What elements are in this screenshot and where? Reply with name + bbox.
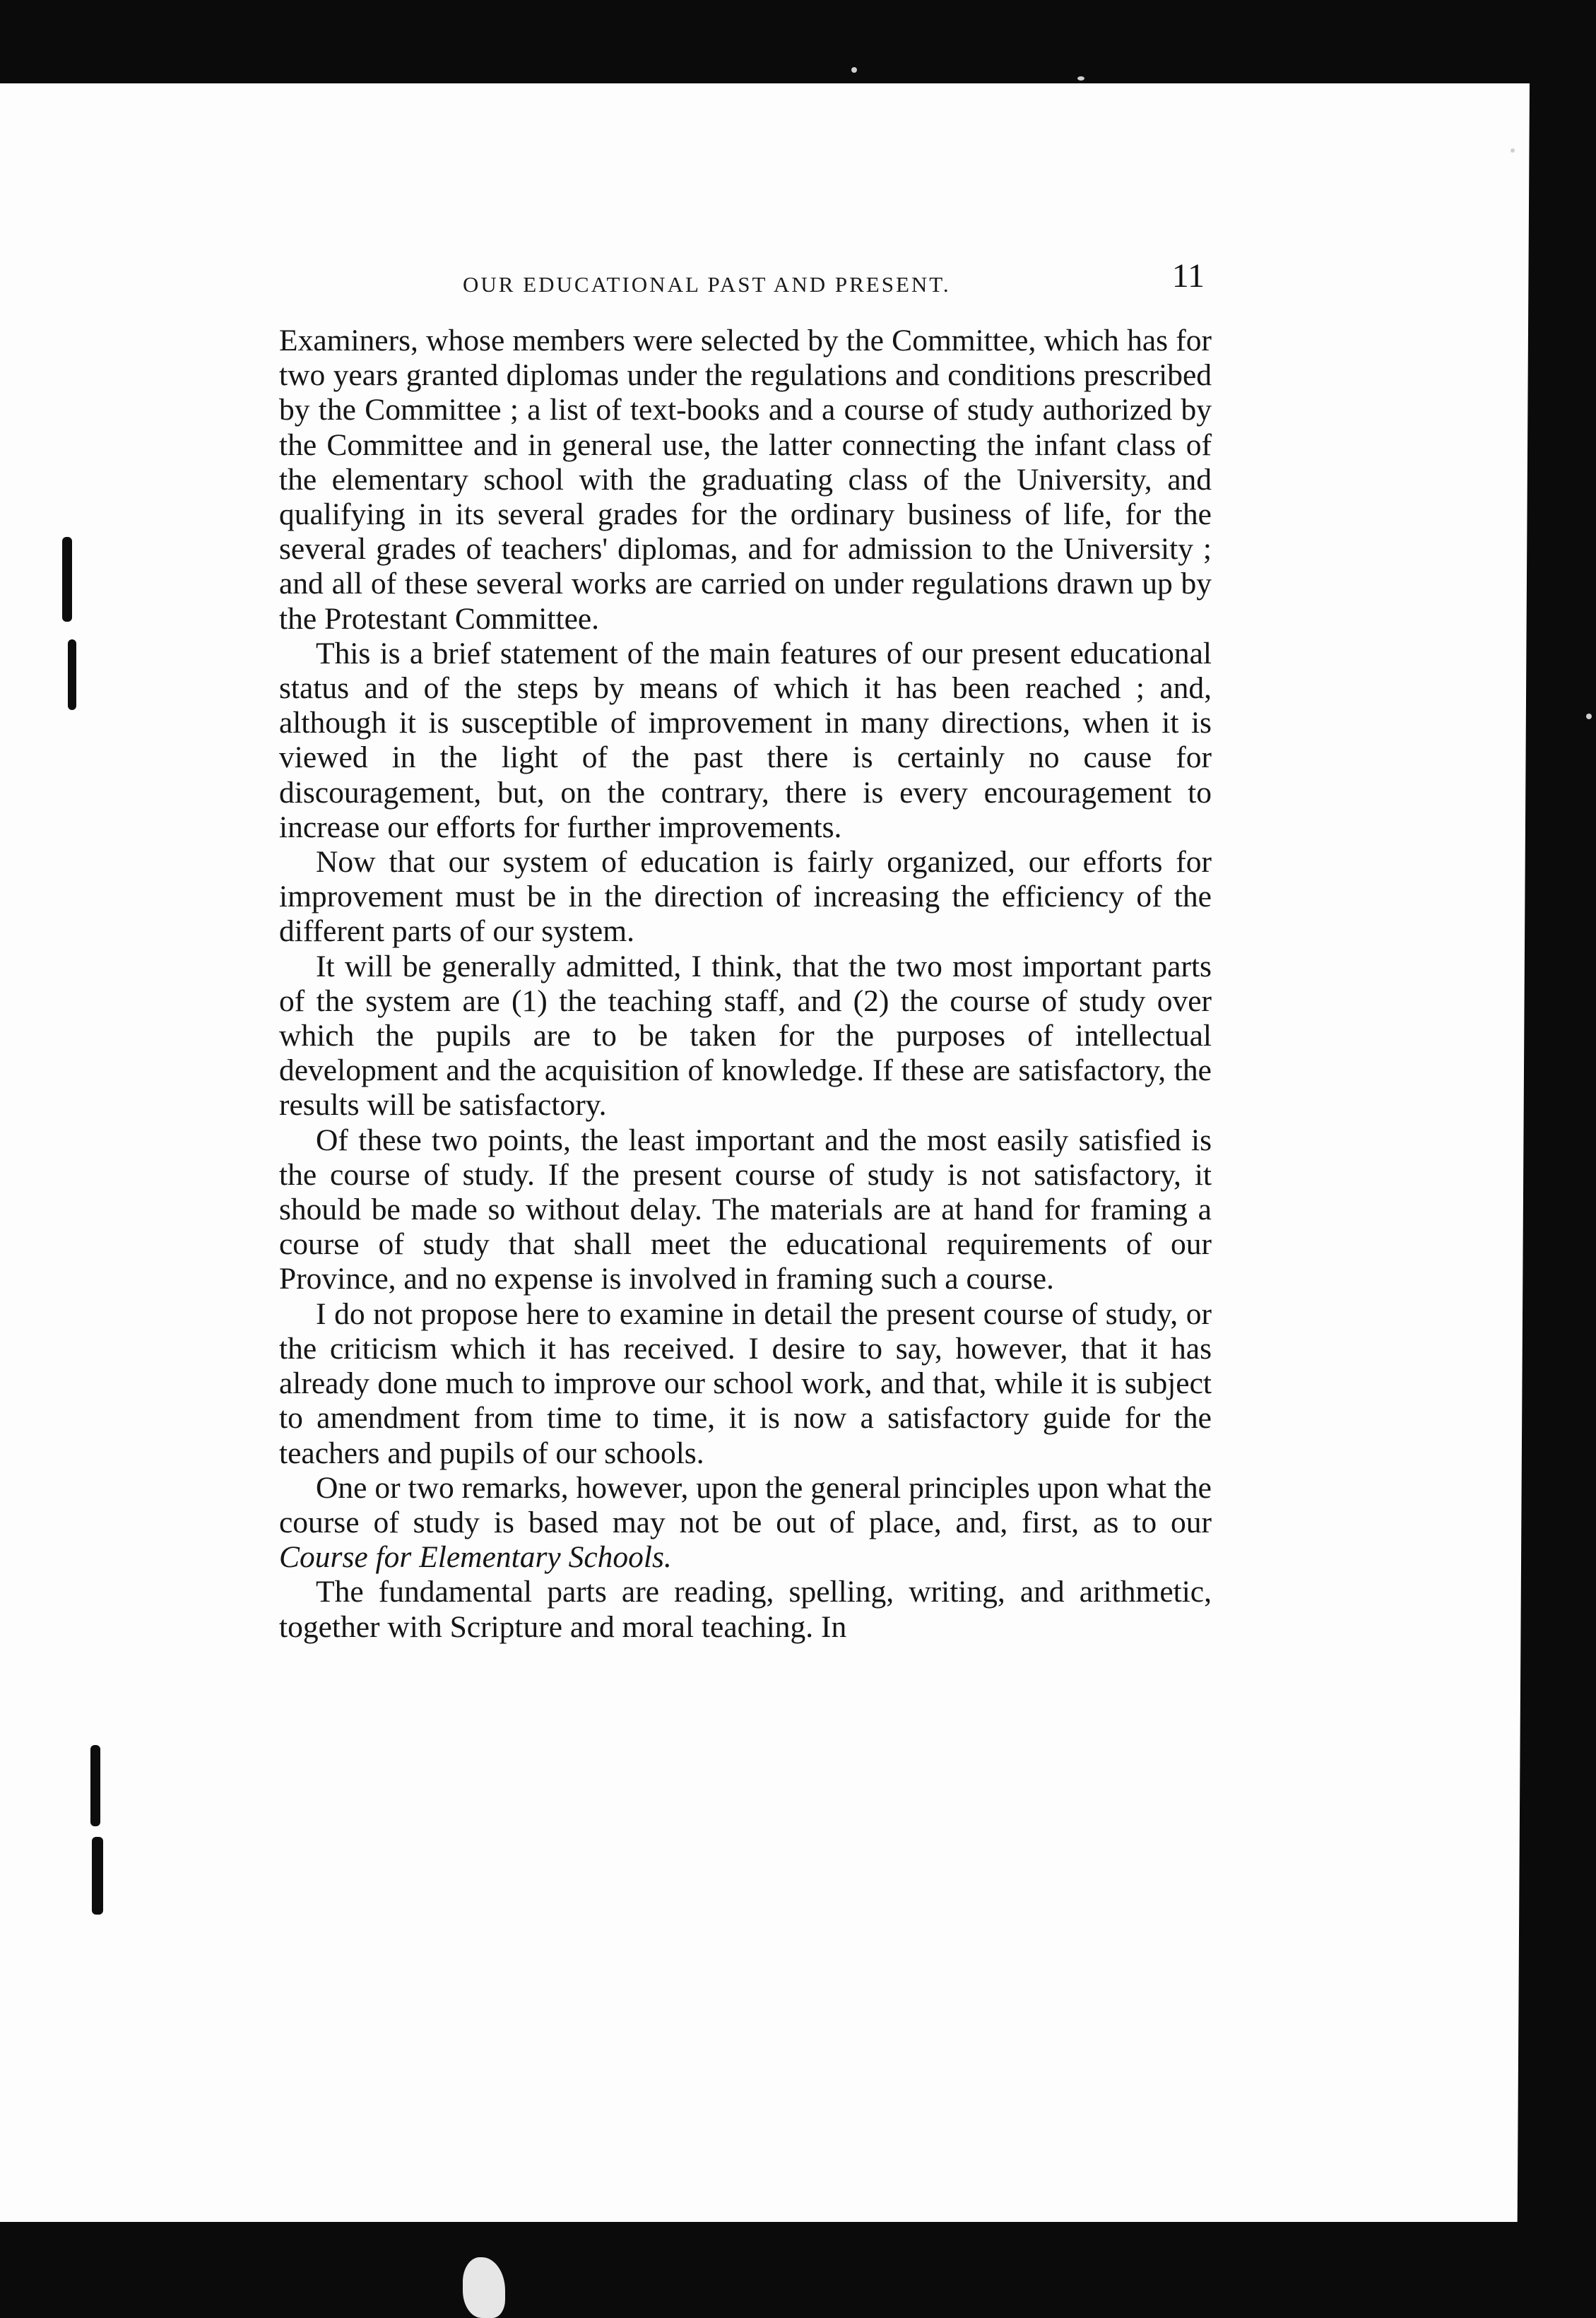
body-text — [279, 324, 1212, 1645]
paragraph: The fundamental parts are reading, spelling, writing, and arithmetic, together with Scripture and moral teaching. In — [279, 1575, 1212, 1644]
page-header — [279, 251, 1205, 300]
paragraph — [279, 1471, 1212, 1575]
binding-mark — [62, 537, 72, 622]
paragraph: Of these two points, the least important and the most easily satisfied is the course of study. If the present course of study is not satisfactory, it should be made so without delay. The materials are at hand for framing a course of study that shall meet the educational requirements of our Province, and no expense is involved in framing such a course. — [279, 1123, 1212, 1296]
dust-blot — [463, 2257, 505, 2318]
paragraph-text: One or two remarks, however, upon the general principles upon what the course of study is based may not be out of place, and, first, as to our — [279, 1470, 1212, 1539]
binding-mark — [90, 1745, 100, 1826]
paragraph: I do not propose here to examine in detail the present course of study, or the criticism which it has received. I desire to say, however, that it has already done much to improve our school work, and that, while it is subject to amendment from time to time, it is now a satisfactory guide for the teachers and pupils of our schools. — [279, 1296, 1212, 1470]
dust-speck — [1586, 714, 1592, 719]
dust-speck — [1511, 148, 1515, 153]
paragraph: Examiners, whose members were selected by the Committee, which has for two years granted diplomas under the regulations and conditions prescribed by the Committee ; a list of text-books and a course of study authorized by the Committee and in general use, the latter connecting the infant class of the elementary school with the graduating class of the University, and qualifying in its several grades for the ordinary business of life, for the several grades of teachers' diplomas, and for admission to the University ; and all of these several works are carried on under regulations drawn up by the Protestant Committee. — [279, 324, 1212, 636]
paragraph: It will be generally admitted, I think, that the two most important parts of the system are (1) the teaching staff, and (2) the course of study over which the pupils are to be taken for the purposes of intellectual development and the acquisition of knowledge. If these are satisfactory, the results will be satisfactory. — [279, 949, 1212, 1123]
running-title: OUR EDUCATIONAL PAST AND PRESENT. — [463, 272, 951, 297]
page-number: 11 — [1171, 257, 1205, 295]
dust-speck — [1077, 76, 1084, 81]
italic-title: Course for Elementary Schools. — [279, 1540, 672, 1575]
paragraph: Now that our system of education is fairly organized, our efforts for improvement must be in the direction of increasing the efficiency of the different parts of our system. — [279, 845, 1212, 949]
dust-speck — [851, 67, 857, 73]
paragraph: This is a brief statement of the main features of our present educational status and of the steps by means of which it has been reached ; and, although it is susceptible of improvement in many directions, when it is viewed in the light of the past there is certainly no cause for discouragement, but, on the contrary, there is every encouragement to increase our efforts for further improvements. — [279, 636, 1212, 844]
binding-mark — [92, 1837, 103, 1915]
binding-mark — [68, 639, 76, 710]
